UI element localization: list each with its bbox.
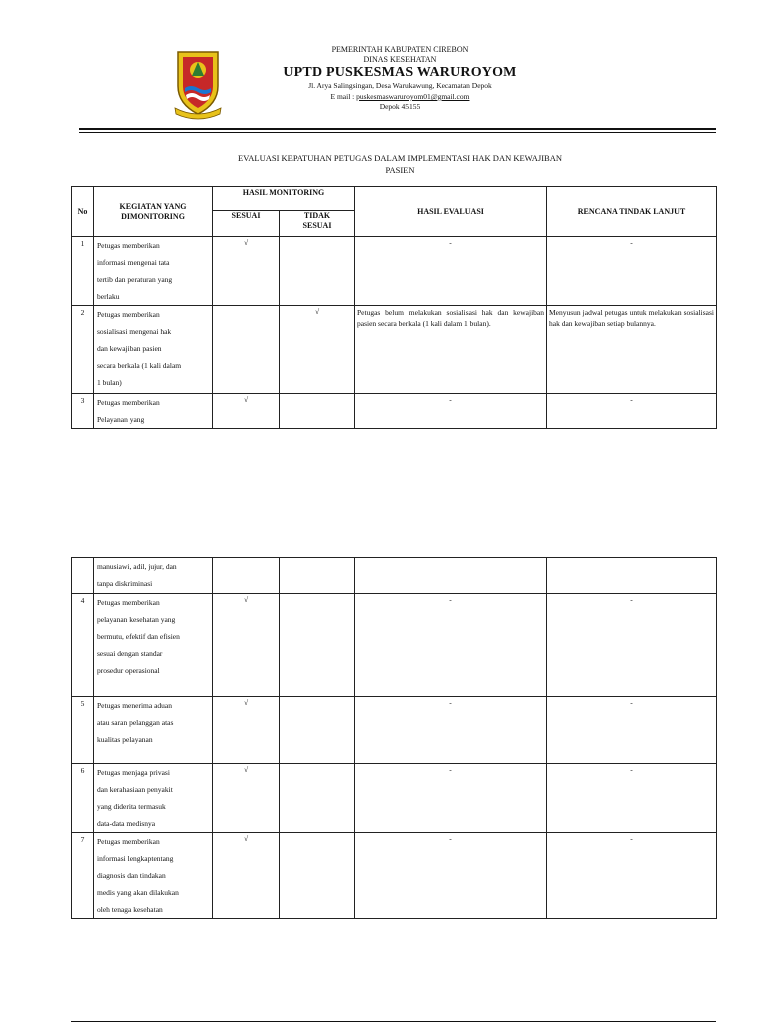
letterhead-org-name: UPTD PUSKESMAS WARUROYOM xyxy=(283,65,517,80)
activity-line: manusiawi, adil, jujur, dan xyxy=(97,562,177,571)
table-row xyxy=(72,237,717,306)
row-activity xyxy=(94,697,213,764)
row-follow-up: - xyxy=(547,594,717,697)
row-follow-up: - xyxy=(547,394,717,429)
table-row xyxy=(72,697,717,764)
header-monitoring: HASIL MONITORING xyxy=(213,187,355,211)
row-sesuai-check xyxy=(213,306,280,394)
email-label: E mail : xyxy=(330,92,357,101)
activity-line: prosedur operasional xyxy=(97,666,160,675)
activity-line: 1 bulan) xyxy=(97,378,122,387)
document-title xyxy=(150,152,650,176)
row-number: 7 xyxy=(72,833,94,919)
header-no: No xyxy=(72,187,94,237)
row-tidak-sesuai-check xyxy=(280,697,355,764)
activity-line: dan kewajiban pasien xyxy=(97,344,162,353)
row-tidak-sesuai-check xyxy=(280,394,355,429)
row-number: 5 xyxy=(72,697,94,764)
letterhead-department: DINAS KESEHATAN xyxy=(363,55,437,64)
row-number: 2 xyxy=(72,306,94,394)
row-activity xyxy=(94,594,213,697)
letterhead-government: PEMERINTAH KABUPATEN CIREBON xyxy=(331,45,469,54)
table-row xyxy=(72,306,717,394)
page-bottom-rule xyxy=(71,1021,716,1022)
activity-line: data-data medisnya xyxy=(97,819,156,828)
header-tidak-sesuai: TIDAK SESUAI xyxy=(280,211,355,237)
row-sesuai-check: √ xyxy=(213,833,280,919)
activity-line: Pelayanan yang xyxy=(97,415,145,424)
table-row xyxy=(72,394,717,429)
letterhead-divider-thick xyxy=(79,128,716,130)
row-evaluation: - xyxy=(355,697,547,764)
row-tidak-sesuai-check xyxy=(280,833,355,919)
row-tidak-sesuai-check xyxy=(280,594,355,697)
header-follow-up: RENCANA TINDAK LANJUT xyxy=(547,187,717,237)
table-row xyxy=(72,558,717,594)
row-activity xyxy=(94,764,213,833)
activity-line: dan kerahasiaan penyakit xyxy=(97,785,173,794)
activity-line: secara berkala (1 kali dalam xyxy=(97,361,182,370)
row-number: 6 xyxy=(72,764,94,833)
row-tidak-sesuai-check: √ xyxy=(280,306,355,394)
letterhead-email-line xyxy=(260,93,540,101)
evaluation-table-part-2 xyxy=(71,557,717,919)
row-number: 3 xyxy=(72,394,94,429)
activity-line: Petugas memberikan xyxy=(97,398,160,407)
table-row xyxy=(72,764,717,833)
row-tidak-sesuai-check xyxy=(280,558,355,594)
activity-line: sosialisasi mengenai hak xyxy=(97,327,172,336)
row-activity xyxy=(94,237,213,306)
title-line-1: EVALUASI KEPATUHAN PETUGAS DALAM IMPLEMENTASI HAK DAN KEWAJIBAN xyxy=(238,153,562,163)
table-body-2 xyxy=(72,558,717,919)
row-activity xyxy=(94,558,213,594)
header-evaluation: HASIL EVALUASI xyxy=(355,187,547,237)
header-sesuai: SESUAI xyxy=(213,211,280,237)
activity-line: Petugas memberikan xyxy=(97,241,160,250)
row-sesuai-check: √ xyxy=(213,594,280,697)
cirebon-regency-logo xyxy=(174,48,222,120)
row-follow-up: - xyxy=(547,237,717,306)
row-follow-up: - xyxy=(547,833,717,919)
row-follow-up: - xyxy=(547,764,717,833)
row-evaluation: - xyxy=(355,394,547,429)
row-sesuai-check: √ xyxy=(213,394,280,429)
activity-line: informasi lengkaptentang xyxy=(97,854,174,863)
evaluation-table-part-1 xyxy=(71,186,717,429)
activity-line: kualitas pelayanan xyxy=(97,735,153,744)
row-number: 4 xyxy=(72,594,94,697)
activity-line: Petugas memberikan xyxy=(97,310,160,319)
row-evaluation: - xyxy=(355,833,547,919)
activity-line: medis yang akan dilakukan xyxy=(97,888,179,897)
row-evaluation: - xyxy=(355,594,547,697)
row-number: 1 xyxy=(72,237,94,306)
activity-line: berlaku xyxy=(97,292,120,301)
table-body-1 xyxy=(72,237,717,429)
activity-line: atau saran pelanggan atas xyxy=(97,718,174,727)
header-activity: KEGIATAN YANG DIMONITORING xyxy=(94,187,213,237)
row-sesuai-check xyxy=(213,558,280,594)
activity-line: informasi mengenai tata xyxy=(97,258,170,267)
letterhead-address: Jl. Arya Salingsingan, Desa Warukawung, Kecamatan Depok xyxy=(308,81,492,90)
row-follow-up: Menyusun jadwal petugas untuk melakukan sosialisasi hak dan kewajiban setiap bulannya. xyxy=(547,306,717,394)
activity-line: pelayanan kesehatan yang xyxy=(97,615,176,624)
activity-line: Petugas menjaga privasi xyxy=(97,768,170,777)
row-sesuai-check: √ xyxy=(213,697,280,764)
activity-line: oleh tenaga kesehatan xyxy=(97,905,163,914)
letterhead-postal: Depok 45155 xyxy=(379,102,421,111)
activity-line: sesuai dengan standar xyxy=(97,649,163,658)
row-follow-up xyxy=(547,558,717,594)
table-row xyxy=(72,594,717,697)
email-link[interactable]: puskesmaswaruroyom01@gmail.com xyxy=(356,92,470,101)
activity-line: Petugas menerima aduan xyxy=(97,701,172,710)
table-row xyxy=(72,833,717,919)
activity-line: tanpa diskriminasi xyxy=(97,579,153,588)
row-sesuai-check: √ xyxy=(213,764,280,833)
row-number xyxy=(72,558,94,594)
activity-line: Petugas memberikan xyxy=(97,598,160,607)
row-evaluation: Petugas belum melakukan sosialisasi hak dan kewajiban pasien secara berkala (1 kali dalam 1 bulan). xyxy=(355,306,547,394)
row-evaluation: - xyxy=(355,237,547,306)
row-activity xyxy=(94,394,213,429)
letterhead-divider-thin xyxy=(79,132,716,133)
row-evaluation: - xyxy=(355,764,547,833)
row-activity xyxy=(94,833,213,919)
row-follow-up: - xyxy=(547,697,717,764)
activity-line: bermutu, efektif dan efisien xyxy=(97,632,180,641)
activity-line: diagnosis dan tindakan xyxy=(97,871,166,880)
activity-line: Petugas memberikan xyxy=(97,837,160,846)
row-activity xyxy=(94,306,213,394)
activity-line: tertib dan peraturan yang xyxy=(97,275,173,284)
title-line-2: PASIEN xyxy=(385,165,415,175)
row-evaluation xyxy=(355,558,547,594)
row-tidak-sesuai-check xyxy=(280,764,355,833)
activity-line: yang diderita termasuk xyxy=(97,802,166,811)
row-sesuai-check: √ xyxy=(213,237,280,306)
row-tidak-sesuai-check xyxy=(280,237,355,306)
